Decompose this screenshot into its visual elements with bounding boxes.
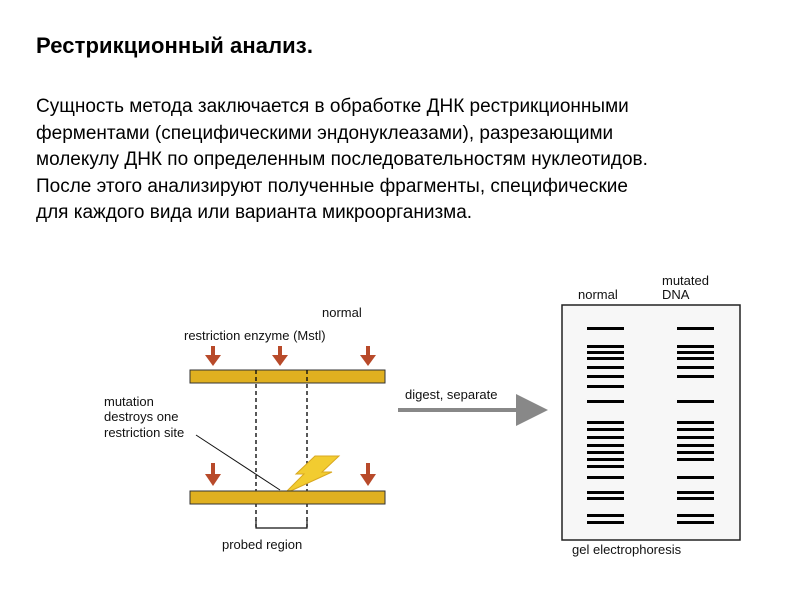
gel-band bbox=[587, 366, 624, 369]
normal-dna-bar bbox=[190, 370, 385, 383]
gel-band bbox=[677, 375, 714, 378]
gel-band bbox=[677, 458, 714, 461]
gel-lane1-label: normal bbox=[578, 287, 618, 302]
gel-band bbox=[587, 476, 624, 479]
enzyme-arrow-icon bbox=[205, 463, 221, 486]
gel-band bbox=[587, 458, 624, 461]
mutation-label-line: restriction site bbox=[104, 425, 185, 440]
gel-band bbox=[587, 491, 624, 494]
gel-band bbox=[677, 436, 714, 439]
enzyme-arrows-top bbox=[205, 346, 376, 366]
gel-lane2-label-line: DNA bbox=[662, 287, 690, 302]
mutation-label-line: mutation bbox=[104, 394, 154, 409]
enzyme-arrow-icon bbox=[205, 346, 221, 366]
gel-band bbox=[677, 491, 714, 494]
gel-band bbox=[677, 421, 714, 424]
gel-band bbox=[587, 400, 624, 403]
gel-band bbox=[677, 428, 714, 431]
gel-band bbox=[677, 514, 714, 517]
paragraph-line: ферментами (специфическими эндонуклеазами), разрезающими bbox=[36, 122, 614, 144]
gel-band bbox=[587, 351, 624, 354]
gel-band bbox=[587, 357, 624, 360]
paragraph-line: для каждого вида или варианта микроорганизма. bbox=[36, 202, 473, 223]
mutation-pointer-line bbox=[196, 435, 280, 490]
slide-title: Рестрикционный анализ. bbox=[36, 33, 314, 58]
gel-band bbox=[587, 497, 624, 500]
paragraph-line: молекулу ДНК по определенным последовательностям нуклеотидов. bbox=[36, 149, 648, 170]
gel-band bbox=[587, 327, 624, 330]
gel-band bbox=[677, 444, 714, 447]
mutated-dna-bar bbox=[190, 491, 385, 504]
gel-band bbox=[677, 351, 714, 354]
gel-band bbox=[587, 444, 624, 447]
lightning-icon bbox=[284, 456, 339, 494]
gel-band bbox=[677, 451, 714, 454]
gel-band bbox=[587, 375, 624, 378]
enzyme-arrow-icon bbox=[360, 463, 376, 486]
gel-band bbox=[587, 421, 624, 424]
paragraph-line: После этого анализируют полученные фрагменты, специфические bbox=[36, 175, 628, 197]
gel-band bbox=[677, 476, 714, 479]
normal-label: normal bbox=[322, 305, 362, 320]
enzyme-arrows-bottom bbox=[205, 463, 376, 486]
gel-band bbox=[587, 465, 624, 468]
gel-band bbox=[587, 521, 624, 524]
probed-region-cap bbox=[256, 520, 307, 528]
probed-region-label: probed region bbox=[222, 537, 303, 552]
gel-band bbox=[587, 514, 624, 517]
gel-band bbox=[677, 400, 714, 403]
gel-band bbox=[587, 345, 624, 348]
gel-band bbox=[677, 497, 714, 500]
enzyme-arrow-icon bbox=[272, 346, 288, 366]
gel-band bbox=[677, 357, 714, 360]
gel-band bbox=[587, 428, 624, 431]
gel-lane2-label-line: mutated bbox=[662, 273, 709, 288]
mutation-label-line: destroys one bbox=[104, 409, 179, 424]
gel-band bbox=[677, 327, 714, 330]
gel-band bbox=[677, 521, 714, 524]
enzyme-label: restriction enzyme (Mstl) bbox=[184, 328, 326, 343]
paragraph-line: Сущность метода заключается в обработке ДНК рестрикционными bbox=[36, 96, 629, 117]
enzyme-arrow-icon bbox=[360, 346, 376, 366]
gel-band bbox=[587, 385, 624, 388]
gel-band bbox=[677, 345, 714, 348]
gel-caption: gel electrophoresis bbox=[572, 542, 682, 557]
gel-band bbox=[587, 451, 624, 454]
gel-band bbox=[677, 366, 714, 369]
gel-band bbox=[587, 436, 624, 439]
process-arrow-label: digest, separate bbox=[405, 387, 498, 402]
